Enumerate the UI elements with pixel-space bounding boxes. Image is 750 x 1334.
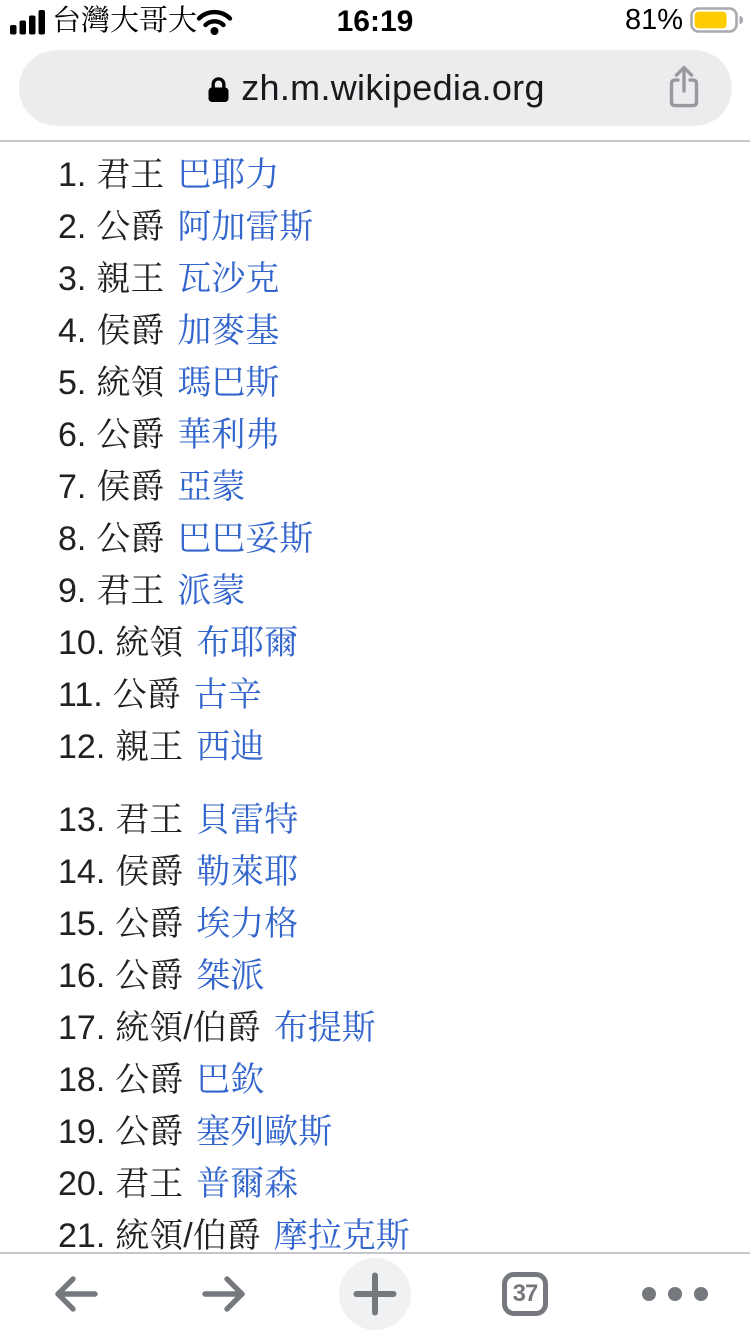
- status-time: 16:19: [336, 5, 414, 38]
- list-item-title: 公爵: [96, 520, 165, 558]
- list-item-title: 君王: [96, 156, 165, 194]
- forward-button[interactable]: [150, 1254, 300, 1334]
- new-tab-button[interactable]: [300, 1254, 450, 1334]
- list-item-title: 統領: [115, 624, 184, 662]
- list-item: [58, 1158, 750, 1210]
- list-item-number: 6.: [58, 416, 87, 454]
- list-item: [58, 846, 750, 898]
- list-item-number: 4.: [58, 312, 87, 350]
- list-item-title: 公爵: [115, 1113, 184, 1151]
- list-item-title: 公爵: [115, 905, 184, 943]
- address-bar[interactable]: [19, 50, 732, 126]
- demon-link[interactable]: 巴巴妥斯: [177, 520, 314, 558]
- list-item-number: 16.: [58, 957, 106, 995]
- status-bar: [0, 0, 750, 40]
- list-item-number: 7.: [58, 468, 87, 506]
- list-item-title: 親王: [96, 260, 165, 298]
- list-item: [58, 669, 750, 721]
- url-text: zh.m.wikipedia.org: [241, 67, 545, 108]
- list-item-number: 19.: [58, 1113, 106, 1151]
- demon-link[interactable]: 摩拉克斯: [273, 1217, 410, 1252]
- plus-icon: [353, 1272, 397, 1316]
- list-item-title: 公爵: [96, 208, 165, 246]
- list-item-number: 20.: [58, 1165, 106, 1203]
- list-item-number: 15.: [58, 905, 106, 943]
- list-item: [58, 898, 750, 950]
- list-item-number: 17.: [58, 1009, 106, 1047]
- three-dots-icon: [642, 1287, 708, 1301]
- list-item: [58, 1054, 750, 1106]
- list-item: [58, 721, 750, 773]
- demon-link[interactable]: 亞蒙: [177, 468, 246, 506]
- list-item: [58, 253, 750, 305]
- list-item-number: 9.: [58, 572, 87, 610]
- page-content: [0, 142, 750, 1252]
- tab-count: 37: [512, 1280, 538, 1307]
- list-item-title: 侯爵: [115, 853, 184, 891]
- demon-link[interactable]: 瑪巴斯: [177, 364, 280, 402]
- demon-link[interactable]: 桀派: [196, 957, 265, 995]
- list-item-number: 10.: [58, 624, 106, 662]
- url-toolbar: [0, 40, 750, 142]
- share-icon[interactable]: [664, 63, 704, 111]
- list-item-title: 侯爵: [96, 468, 165, 506]
- demon-link[interactable]: 西迪: [196, 728, 265, 766]
- demon-link[interactable]: 塞列歐斯: [196, 1113, 333, 1151]
- list-item: [58, 409, 750, 461]
- list-item-title: 公爵: [112, 676, 181, 714]
- list-item-number: 13.: [58, 801, 106, 839]
- demon-list-group-1: [58, 149, 750, 773]
- carrier-label: 台灣大哥大: [52, 5, 198, 37]
- list-item: [58, 357, 750, 409]
- list-item-number: 21.: [58, 1217, 106, 1252]
- back-button[interactable]: [0, 1254, 150, 1334]
- list-item-number: 12.: [58, 728, 106, 766]
- demon-link[interactable]: 加麥基: [177, 312, 280, 350]
- demon-link[interactable]: 派蒙: [177, 572, 246, 610]
- list-item-number: 8.: [58, 520, 87, 558]
- arrow-left-icon: [51, 1271, 99, 1317]
- demon-link[interactable]: 古辛: [193, 676, 262, 714]
- demon-link[interactable]: 普爾森: [196, 1165, 299, 1203]
- list-item: [58, 513, 750, 565]
- list-item-number: 18.: [58, 1061, 106, 1099]
- demon-link[interactable]: 布提斯: [273, 1009, 376, 1047]
- list-item-title: 統領: [96, 364, 165, 402]
- list-item: [58, 1210, 750, 1252]
- demon-link[interactable]: 巴欽: [196, 1061, 265, 1099]
- list-item: [58, 1106, 750, 1158]
- battery-group: [625, 4, 744, 37]
- demon-link[interactable]: 華利弗: [177, 416, 280, 454]
- demon-list-group-2: [58, 794, 750, 1252]
- list-item-title: 君王: [115, 1165, 184, 1203]
- list-item-title: 統領/伯爵: [115, 1217, 261, 1252]
- list-item: [58, 617, 750, 669]
- menu-button[interactable]: [600, 1254, 750, 1334]
- list-item-title: 親王: [115, 728, 184, 766]
- demon-link[interactable]: 貝雷特: [196, 801, 299, 839]
- list-item-number: 2.: [58, 208, 87, 246]
- demon-link[interactable]: 阿加雷斯: [177, 208, 314, 246]
- demon-link[interactable]: 瓦沙克: [177, 260, 280, 298]
- list-item: [58, 1002, 750, 1054]
- list-item: [58, 950, 750, 1002]
- list-item: [58, 305, 750, 357]
- demon-link[interactable]: 勒萊耶: [196, 853, 299, 891]
- demon-link[interactable]: 埃力格: [196, 905, 299, 943]
- list-item: [58, 461, 750, 513]
- demon-link[interactable]: 布耶爾: [196, 624, 299, 662]
- battery-icon: [690, 7, 744, 34]
- tab-switcher-button[interactable]: [450, 1254, 600, 1334]
- arrow-right-icon: [201, 1271, 249, 1317]
- list-item-number: 11.: [58, 676, 103, 714]
- list-item: [58, 565, 750, 617]
- list-item-title: 君王: [115, 801, 184, 839]
- list-item: [58, 201, 750, 253]
- list-item-number: 14.: [58, 853, 106, 891]
- list-item-title: 君王: [96, 572, 165, 610]
- battery-percent: 81%: [624, 4, 683, 36]
- browser-toolbar: [0, 1252, 750, 1334]
- list-item-title: 公爵: [115, 1061, 184, 1099]
- list-item-title: 侯爵: [96, 312, 165, 350]
- tab-counter-icon: [502, 1272, 548, 1316]
- list-item: [58, 149, 750, 201]
- list-item-number: 3.: [58, 260, 87, 298]
- lock-icon: [206, 74, 231, 104]
- list-item-number: 5.: [58, 364, 87, 402]
- list-item-title: 統領/伯爵: [115, 1009, 261, 1047]
- list-item-number: 1.: [58, 156, 87, 194]
- list-item: [58, 794, 750, 846]
- list-item-title: 公爵: [96, 416, 165, 454]
- list-item-title: 公爵: [115, 957, 184, 995]
- demon-link[interactable]: 巴耶力: [177, 156, 280, 194]
- plus-circle-background: [339, 1258, 411, 1330]
